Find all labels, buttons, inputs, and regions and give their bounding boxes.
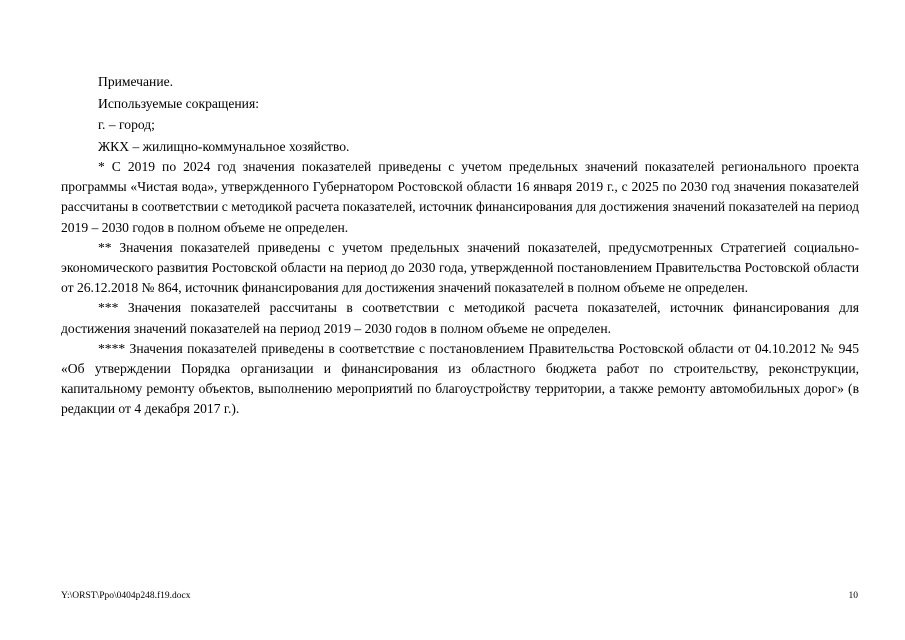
page-number: 10 bbox=[848, 591, 858, 601]
footnote-4: **** Значения показателей приведены в соответствие с постановлением Правительства Ростовской области от 04.10.2012 № 945 «Об утверждении Порядка организации и финансирования из областного бюджета работ по строительству, реконструкции, капитальному ремонту объектов, выполнению мероприятий по благоустройству территории, а также ремонту автомобильных дорог» (в редакции от 4 декабря 2017 г.). bbox=[61, 340, 859, 417]
footnote-2: ** Значения показателей приведены с учетом предельных значений показателей, предусмотренных Стратегией социально-экономического развития Ростовской области на период до 2030 года, утвержденной постановлением Правительства Ростовской области от 26.12.2018 № 864, источник финансирования для достижения значений показателей в полном объеме не определен. bbox=[61, 239, 859, 296]
note-block bbox=[98, 71, 798, 157]
abbreviation-item: г. – город; bbox=[98, 117, 155, 132]
footnotes-section bbox=[61, 157, 859, 420]
abbreviations-title: Используемые сокращения: bbox=[98, 95, 259, 111]
abbreviation-item: ЖКХ – жилищно-коммунальное хозяйство. bbox=[98, 138, 350, 154]
note-heading: Примечание. bbox=[98, 74, 174, 89]
footnote-3: *** Значения показателей рассчитаны в соответствии с методикой расчета показателей, источник финансирования для достижения значений показателей на период 2019 – 2030 годов в полном объеме не определен. bbox=[61, 300, 859, 336]
footer-file-path: Y:\ORST\Ppo\0404p248.f19.docx bbox=[61, 591, 191, 601]
footnote-1: * С 2019 по 2024 год значения показателей приведены с учетом предельных значений показателей регионального проекта программы «Чистая вода», утвержденного Губернатором Ростовской области 16 января 2019 г., с 2025 по 2030 год значения показателей рассчитаны в соответствии с методикой расчета показателей, источник финансирования для достижения значений показателей на период 2019 – 2030 годов в полном объеме не определен. bbox=[61, 159, 859, 235]
